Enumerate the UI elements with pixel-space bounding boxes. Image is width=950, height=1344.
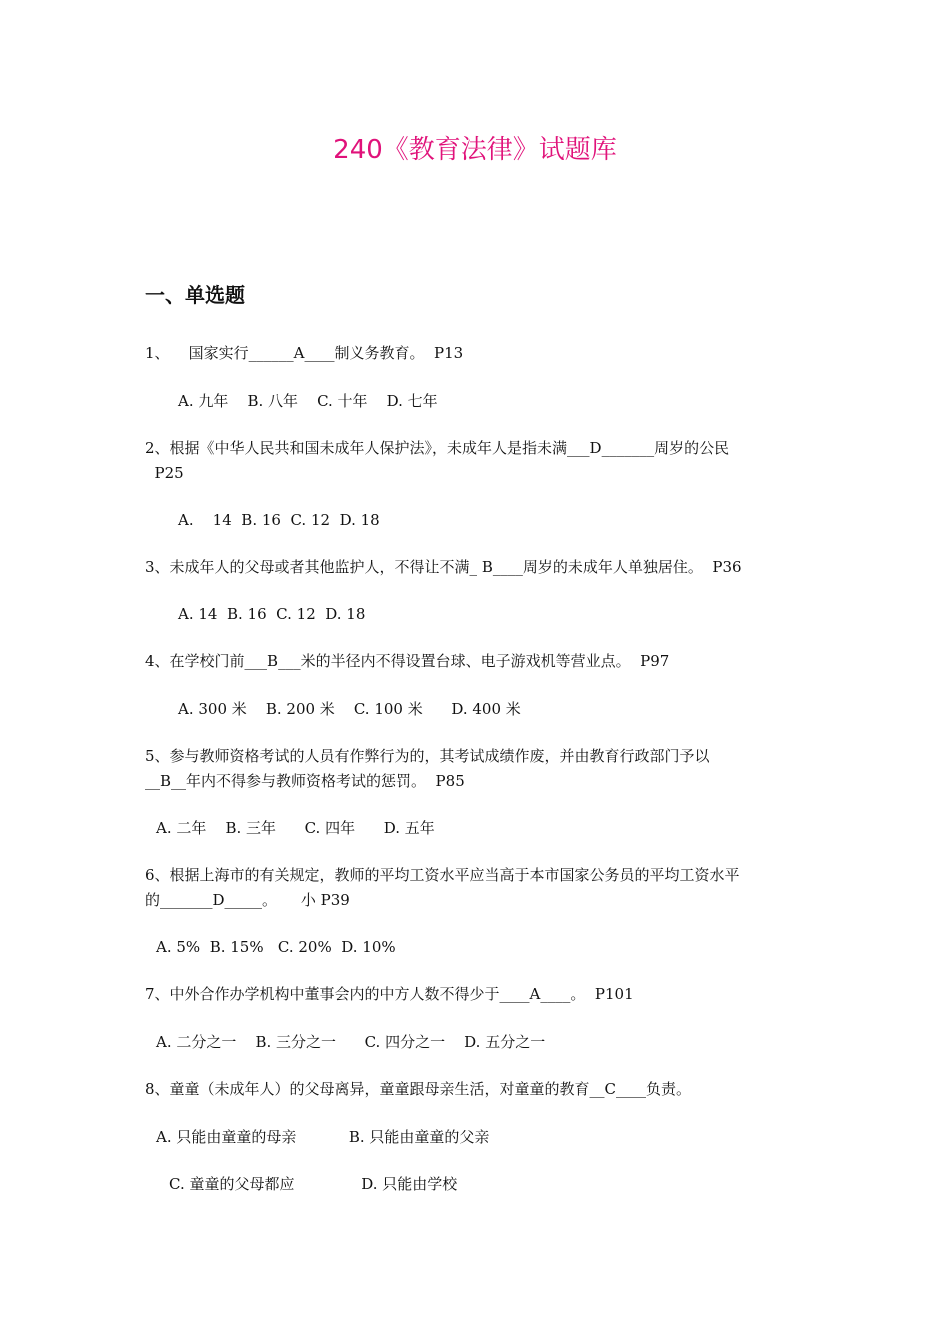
question-text: 4、在学校门前___B___米的半径内不得设置台球、电子游戏机等营业点。 P97	[145, 652, 670, 670]
question-1	[145, 341, 810, 366]
document-title: 240《教育法律》试题库	[333, 135, 617, 165]
question-4-options: A. 300 米 B. 200 米 C. 100 米 D. 400 米	[178, 700, 521, 718]
question-text: 7、中外合作办学机构中董事会内的中方人数不得少于____A____。 P101	[145, 985, 634, 1003]
question-7	[145, 982, 810, 1007]
question-text: 3、未成年人的父母或者其他监护人，不得让不满_ B____周岁的未成年人单独居住。 P36	[145, 558, 742, 576]
question-text: 5、参与教师资格考试的人员有作弊行为的，其考试成绩作废，并由教育行政部门予以	[145, 747, 710, 765]
question-text-cont: __B__年内不得参与教师资格考试的惩罚。 P85	[145, 772, 465, 790]
question-1-options: A. 九年 B. 八年 C. 十年 D. 七年	[178, 392, 438, 410]
question-6	[145, 863, 810, 913]
question-text: 1、 国家实行______A____制义务教育。 P13	[145, 344, 464, 362]
question-8-options-row-2: C. 童童的父母都应 D. 只能由学校	[169, 1175, 458, 1193]
question-2-options: A. 14 B. 16 C. 12 D. 18	[178, 511, 380, 529]
question-4	[145, 649, 810, 674]
question-text: 8、童童（未成年人）的父母离异，童童跟母亲生活，对童童的教育__C____负责。	[145, 1080, 692, 1098]
question-text: 6、根据上海市的有关规定，教师的平均工资水平应当高于本市国家公务员的平均工资水平	[145, 866, 740, 884]
question-2	[145, 436, 810, 486]
question-8-options-row-1: A. 只能由童童的母亲 B. 只能由童童的父亲	[156, 1128, 490, 1146]
section-heading: 一、单选题	[145, 283, 245, 307]
question-5-options: A. 二年 B. 三年 C. 四年 D. 五年	[156, 819, 435, 837]
question-6-options: A. 5% B. 15% C. 20% D. 10%	[156, 938, 396, 956]
question-8	[145, 1077, 810, 1102]
question-3	[145, 555, 810, 580]
question-text-cont: 的_______D_____。 小 P39	[145, 891, 350, 909]
question-3-options: A. 14 B. 16 C. 12 D. 18	[178, 605, 366, 623]
question-7-options: A. 二分之一 B. 三分之一 C. 四分之一 D. 五分之一	[156, 1033, 546, 1051]
question-text: 2、根据《中华人民共和国未成年人保护法》，未成年人是指未满___D_______周岁的公民	[145, 439, 730, 457]
question-5	[145, 744, 810, 794]
question-text-cont: P25	[145, 464, 184, 482]
